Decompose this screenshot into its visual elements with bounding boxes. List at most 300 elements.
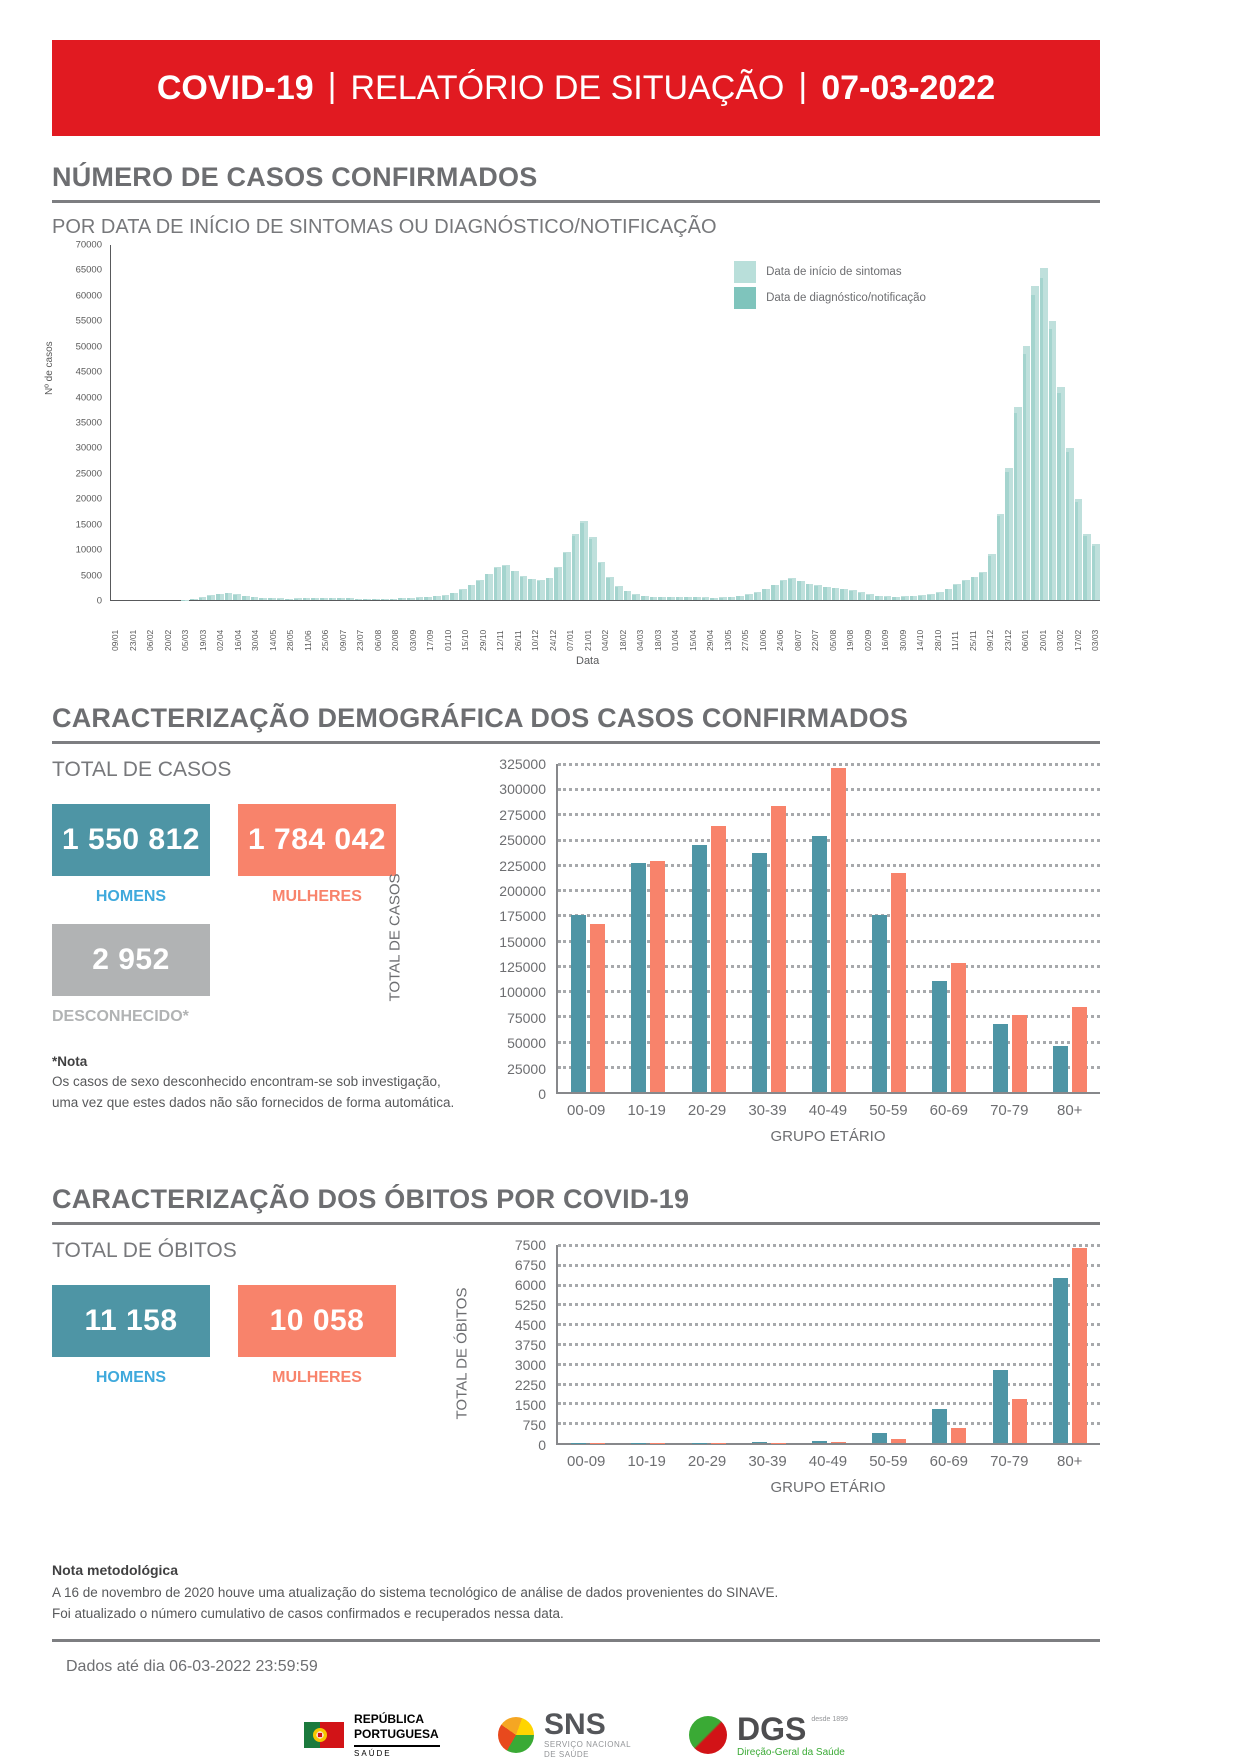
epi-x-tick-label: 24/12 xyxy=(548,605,558,651)
y-tick-label: 3750 xyxy=(515,1337,546,1353)
epi-bar-diagnostico xyxy=(988,556,992,600)
epi-y-tick-label: 20000 xyxy=(76,494,102,505)
epi-y-tick-label: 50000 xyxy=(76,341,102,352)
epi-bar-slot xyxy=(1057,245,1065,600)
y-tick-label: 275000 xyxy=(499,807,546,823)
epi-bar-slot xyxy=(936,245,944,600)
logo-sns xyxy=(498,1710,631,1761)
bar-mulheres xyxy=(590,924,605,1092)
epi-bar-diagnostico xyxy=(442,596,446,600)
epi-bar-diagnostico xyxy=(953,585,957,600)
epi-bar-diagnostico xyxy=(875,596,879,600)
epi-bar-slot xyxy=(988,245,996,600)
epi-bar-diagnostico xyxy=(927,595,931,600)
epi-bars xyxy=(111,245,1100,600)
epi-bar-diagnostico xyxy=(285,599,289,600)
epi-x-tick-label: 29/10 xyxy=(478,605,488,651)
epi-bar-slot xyxy=(363,245,371,600)
epi-bar-diagnostico xyxy=(589,539,593,600)
epi-bar-diagnostico xyxy=(1023,354,1027,600)
epi-bar-slot xyxy=(719,245,727,600)
epi-x-tick-label: 20/01 xyxy=(1038,605,1048,651)
epi-bar-diagnostico xyxy=(710,598,714,600)
y-tick-label: 6000 xyxy=(515,1277,546,1293)
bar-homens xyxy=(932,1409,947,1443)
epi-bar-diagnostico xyxy=(806,584,810,600)
epi-x-tick-label: 25/11 xyxy=(968,605,978,651)
bar-homens xyxy=(752,1442,767,1443)
y-tick-label: 2250 xyxy=(515,1377,546,1393)
epi-bar-slot xyxy=(277,245,285,600)
cases-desconhecido-value: 2 952 xyxy=(52,924,210,996)
epi-x-tick-label: 14/05 xyxy=(268,605,278,651)
epi-bar-slot xyxy=(624,245,632,600)
epi-bar-diagnostico xyxy=(372,599,376,600)
y-tick-label: 325000 xyxy=(499,756,546,772)
methodology-note-line2: Foi atualizado o número cumulativo de casos confirmados e recuperados nessa data. xyxy=(52,1606,564,1621)
epi-x-tick-label: 30/09 xyxy=(898,605,908,651)
epi-y-tick-label: 40000 xyxy=(76,392,102,403)
bar-group xyxy=(980,1245,1040,1443)
x-tick-label: 00-09 xyxy=(556,1102,616,1119)
y-tick-label: 75000 xyxy=(507,1010,546,1026)
epi-bar-slot xyxy=(381,245,389,600)
epi-x-tick-label: 14/10 xyxy=(915,605,925,651)
x-tick-label: 30-39 xyxy=(737,1102,797,1119)
epi-bar-diagnostico xyxy=(311,598,315,600)
epi-bar-slot xyxy=(650,245,658,600)
epi-bar-diagnostico xyxy=(849,591,853,600)
epi-bar-diagnostico xyxy=(624,591,628,600)
epi-y-tick-label: 30000 xyxy=(76,443,102,454)
group-chart-x-axis-title: GRUPO ETÁRIO xyxy=(556,1128,1100,1145)
bar-mulheres xyxy=(711,826,726,1092)
bar-homens xyxy=(872,915,887,1092)
epi-bar-slot xyxy=(528,245,536,600)
bar-group xyxy=(678,764,738,1092)
legend-swatch-sintomas xyxy=(734,261,756,283)
epi-bar-diagnostico xyxy=(346,598,350,600)
section-title-deaths: CARACTERIZAÇÃO DOS ÓBITOS POR COVID-19 xyxy=(52,1184,1100,1215)
methodology-note-title: Nota metodológica xyxy=(52,1562,178,1578)
epi-bar-diagnostico xyxy=(719,598,723,600)
epi-bar-diagnostico xyxy=(199,598,203,600)
epi-x-tick-label: 28/05 xyxy=(285,605,295,651)
epi-bar-slot xyxy=(953,245,961,600)
epi-bar-diagnostico xyxy=(962,581,966,600)
epi-bar-slot xyxy=(355,245,363,600)
epi-x-tick-label: 03/03 xyxy=(1090,605,1100,651)
dgs-icon xyxy=(689,1716,727,1754)
epi-bar-diagnostico xyxy=(329,598,333,600)
bar-homens xyxy=(812,1441,827,1443)
epi-x-tick-label: 26/11 xyxy=(513,605,523,651)
note-line1: Os casos de sexo desconhecido encontram-se sob investigação, xyxy=(52,1074,441,1089)
epi-y-tick-label: 60000 xyxy=(76,290,102,301)
epi-bar-diagnostico xyxy=(936,593,940,600)
epi-x-tick-label: 15/10 xyxy=(460,605,470,651)
epi-bar-diagnostico xyxy=(233,595,237,600)
section-rule xyxy=(52,741,1100,744)
epi-x-tick-label: 17/02 xyxy=(1073,605,1083,651)
epi-bar-slot xyxy=(294,245,302,600)
bar-group xyxy=(739,1245,799,1443)
epi-bar-diagnostico xyxy=(511,571,515,600)
cases-card-mulheres xyxy=(238,804,396,906)
epi-bar-diagnostico xyxy=(363,599,367,600)
epi-x-tick-label: 05/08 xyxy=(828,605,838,651)
y-tick-label: 175000 xyxy=(499,908,546,924)
epi-bar-diagnostico xyxy=(303,598,307,600)
epi-bar-slot xyxy=(563,245,571,600)
sns-acronym: SNS xyxy=(544,1710,631,1740)
bar-homens xyxy=(1053,1046,1068,1092)
epi-bar-diagnostico xyxy=(242,596,246,600)
epi-y-tick-label: 10000 xyxy=(76,545,102,556)
epi-y-tick-label: 55000 xyxy=(76,316,102,327)
epi-bar-diagnostico xyxy=(355,599,359,600)
epi-bar-diagnostico xyxy=(615,587,619,600)
epi-bar-diagnostico xyxy=(225,593,229,600)
bar-homens xyxy=(812,836,827,1092)
epi-x-tick-label: 04/03 xyxy=(635,605,645,651)
epi-bar-diagnostico xyxy=(667,597,671,600)
x-tick-label: 70-79 xyxy=(979,1453,1039,1470)
epi-curve-chart xyxy=(52,245,1100,677)
x-tick-label: 40-49 xyxy=(798,1453,858,1470)
epi-bar-slot xyxy=(112,245,120,600)
epi-x-tick-label: 03/02 xyxy=(1055,605,1065,651)
epi-x-tick-label: 06/08 xyxy=(373,605,383,651)
bar-mulheres xyxy=(891,1439,906,1443)
x-tick-label: 50-59 xyxy=(858,1453,918,1470)
cases-card-desconhecido xyxy=(52,924,210,1026)
y-tick-label: 3000 xyxy=(515,1357,546,1373)
epi-bar-diagnostico xyxy=(884,597,888,600)
epi-bar-diagnostico xyxy=(554,568,558,600)
y-tick-label: 1500 xyxy=(515,1397,546,1413)
republica-line2: PORTUGUESA xyxy=(354,1727,440,1742)
epi-bar-slot xyxy=(1083,245,1091,600)
epi-x-tick-label: 21/01 xyxy=(583,605,593,651)
bar-group xyxy=(799,1245,859,1443)
epi-bar-slot xyxy=(207,245,215,600)
epi-bar-slot xyxy=(520,245,528,600)
epi-bar-diagnostico xyxy=(528,579,532,600)
bar-group xyxy=(859,1245,919,1443)
epi-bar-diagnostico xyxy=(1057,393,1061,600)
epi-x-tick-label: 22/07 xyxy=(810,605,820,651)
epi-bar-slot xyxy=(641,245,649,600)
epi-bar-diagnostico xyxy=(702,598,706,600)
epi-bar-diagnostico xyxy=(814,586,818,600)
epi-x-tick-label: 17/09 xyxy=(425,605,435,651)
cases-homens-value: 1 550 812 xyxy=(52,804,210,876)
epi-bar-slot xyxy=(251,245,259,600)
epi-bar-slot xyxy=(259,245,267,600)
epi-bar-diagnostico xyxy=(398,598,402,600)
total-deaths-label: TOTAL DE ÓBITOS xyxy=(52,1239,482,1263)
epi-bar-diagnostico xyxy=(190,599,194,600)
bar-group xyxy=(618,1245,678,1443)
group-chart-x-axis-title: GRUPO ETÁRIO xyxy=(556,1479,1100,1496)
epi-y-axis-ticks xyxy=(52,245,108,601)
bar-homens xyxy=(872,1433,887,1443)
y-tick-label: 7500 xyxy=(515,1237,546,1253)
bar-mulheres xyxy=(771,806,786,1092)
republica-divider xyxy=(354,1745,440,1747)
epi-bar-slot xyxy=(1031,245,1039,600)
dgs-acronym: DGS xyxy=(737,1713,806,1745)
epi-bar-diagnostico xyxy=(537,581,541,600)
epi-bar-diagnostico xyxy=(416,598,420,600)
epi-bar-diagnostico xyxy=(580,523,584,600)
epi-x-tick-label: 27/05 xyxy=(740,605,750,651)
cases-mulheres-label: MULHERES xyxy=(238,888,396,906)
y-tick-label: 0 xyxy=(538,1437,546,1453)
cases-card-homens xyxy=(52,804,210,906)
republica-saude-label: SAÚDE xyxy=(354,1749,440,1758)
bar-mulheres xyxy=(1012,1015,1027,1092)
bar-homens xyxy=(1053,1278,1068,1443)
x-tick-label: 20-29 xyxy=(677,1453,737,1470)
bar-group xyxy=(859,764,919,1092)
epi-x-tick-label: 20/02 xyxy=(163,605,173,651)
bar-groups xyxy=(558,1245,1100,1443)
unknown-sex-note xyxy=(52,1052,482,1113)
bar-mulheres xyxy=(831,1442,846,1443)
epi-plot-area xyxy=(110,245,1100,601)
epi-legend xyxy=(734,261,926,313)
cases-mulheres-value: 1 784 042 xyxy=(238,804,396,876)
bar-homens xyxy=(692,845,707,1092)
epi-bar-slot xyxy=(164,245,172,600)
sns-small-line1: SERVIÇO NACIONAL xyxy=(544,1740,631,1750)
epi-bar-diagnostico xyxy=(259,598,263,600)
epi-bar-slot xyxy=(1005,245,1013,600)
epi-x-tick-label: 15/04 xyxy=(688,605,698,651)
footer-rule xyxy=(52,1639,1100,1642)
bar-mulheres xyxy=(951,963,966,1092)
cases-by-age-chart xyxy=(482,758,1100,1158)
epi-bar-slot xyxy=(320,245,328,600)
epi-x-tick-label: 19/08 xyxy=(845,605,855,651)
epi-bar-slot xyxy=(997,245,1005,600)
bar-mulheres xyxy=(951,1428,966,1443)
epi-bar-diagnostico xyxy=(424,597,428,600)
epi-bar-diagnostico xyxy=(468,585,472,600)
group-chart-x-ticks xyxy=(556,1453,1100,1470)
legend-swatch-diagnostico xyxy=(734,287,756,309)
epi-bar-slot xyxy=(155,245,163,600)
epi-bar-diagnostico xyxy=(485,574,489,600)
group-chart-plot-area xyxy=(556,1245,1100,1445)
epi-x-axis-ticks xyxy=(110,605,1100,651)
epi-bar-diagnostico xyxy=(918,596,922,600)
epi-bar-diagnostico xyxy=(858,593,862,600)
epi-bar-diagnostico xyxy=(450,593,454,600)
legend-label-sintomas: Data de início de sintomas xyxy=(766,266,902,278)
section-title-demographics: CARACTERIZAÇÃO DEMOGRÁFICA DOS CASOS CONFIRMADOS xyxy=(52,703,1100,734)
group-chart-y-ticks xyxy=(492,1245,556,1445)
epi-x-tick-label: 02/09 xyxy=(863,605,873,651)
y-tick-label: 0 xyxy=(538,1086,546,1102)
epi-y-tick-label: 65000 xyxy=(76,265,102,276)
cases-desconhecido-label: DESCONHECIDO* xyxy=(52,1008,210,1026)
report-banner xyxy=(52,40,1100,136)
x-tick-label: 00-09 xyxy=(556,1453,616,1470)
legend-label-diagnostico: Data de diagnóstico/notificação xyxy=(766,292,926,304)
epi-bar-diagnostico xyxy=(546,578,550,600)
y-tick-label: 150000 xyxy=(499,934,546,950)
epi-bar-slot xyxy=(693,245,701,600)
y-tick-label: 225000 xyxy=(499,858,546,874)
epi-y-tick-label: 0 xyxy=(97,596,102,607)
epi-y-tick-label: 25000 xyxy=(76,468,102,479)
epi-bar-slot xyxy=(337,245,345,600)
epi-bar-slot xyxy=(511,245,519,600)
y-tick-label: 300000 xyxy=(499,781,546,797)
deaths-homens-value: 11 158 xyxy=(52,1285,210,1357)
epi-bar-slot xyxy=(476,245,484,600)
epi-bar-slot xyxy=(129,245,137,600)
epi-y-tick-label: 5000 xyxy=(81,570,102,581)
bar-group xyxy=(558,1245,618,1443)
legend-item-diagnostico xyxy=(734,287,926,309)
epi-bar-diagnostico xyxy=(979,573,983,600)
bar-mulheres xyxy=(1072,1248,1087,1443)
epi-bar-diagnostico xyxy=(684,597,688,600)
epi-bar-diagnostico xyxy=(1092,546,1096,600)
epi-bar-slot xyxy=(684,245,692,600)
banner-report-date: 07-03-2022 xyxy=(821,69,995,108)
bar-group xyxy=(919,1245,979,1443)
y-tick-label: 200000 xyxy=(499,883,546,899)
epi-bar-diagnostico xyxy=(494,568,498,600)
epi-bar-slot xyxy=(1014,245,1022,600)
epi-bar-diagnostico xyxy=(1014,413,1018,600)
deaths-mulheres-value: 10 058 xyxy=(238,1285,396,1357)
bar-mulheres xyxy=(1012,1399,1027,1443)
epi-bar-diagnostico xyxy=(598,563,602,600)
epi-bar-slot xyxy=(459,245,467,600)
epi-x-tick-label: 25/06 xyxy=(320,605,330,651)
epi-bar-slot xyxy=(311,245,319,600)
epi-bar-slot xyxy=(537,245,545,600)
epi-x-tick-label: 24/06 xyxy=(775,605,785,651)
epi-x-tick-label: 05/03 xyxy=(180,605,190,651)
epi-bar-slot xyxy=(398,245,406,600)
bar-group xyxy=(558,764,618,1092)
epi-bar-diagnostico xyxy=(459,590,463,600)
epi-bar-slot xyxy=(416,245,424,600)
epi-bar-diagnostico xyxy=(650,597,654,600)
epi-x-tick-label: 08/07 xyxy=(793,605,803,651)
epi-x-tick-label: 19/03 xyxy=(198,605,208,651)
y-tick-label: 4500 xyxy=(515,1317,546,1333)
epi-bar-diagnostico xyxy=(207,596,211,600)
epi-x-tick-label: 09/01 xyxy=(110,605,120,651)
report-page xyxy=(52,40,1100,1761)
epi-bar-slot xyxy=(945,245,953,600)
epi-bar-slot xyxy=(372,245,380,600)
bar-mulheres xyxy=(650,861,665,1092)
epi-bar-diagnostico xyxy=(910,596,914,600)
epi-bar-diagnostico xyxy=(433,596,437,600)
epi-x-tick-label: 09/12 xyxy=(985,605,995,651)
epi-bar-slot xyxy=(485,245,493,600)
epi-x-axis-title: Data xyxy=(576,655,599,667)
x-tick-label: 60-69 xyxy=(919,1453,979,1470)
epi-bar-slot xyxy=(233,245,241,600)
epi-x-tick-label: 23/01 xyxy=(128,605,138,651)
epi-bar-slot xyxy=(598,245,606,600)
note-title: *Nota xyxy=(52,1054,87,1069)
x-tick-label: 10-19 xyxy=(616,1102,676,1119)
total-cases-label: TOTAL DE CASOS xyxy=(52,758,482,782)
bar-group xyxy=(1040,764,1100,1092)
epi-bar-slot xyxy=(225,245,233,600)
epi-bar-diagnostico xyxy=(641,596,645,600)
bar-groups xyxy=(558,764,1100,1092)
epi-y-tick-label: 70000 xyxy=(76,240,102,251)
epi-bar-diagnostico xyxy=(745,595,749,600)
bar-group xyxy=(1040,1245,1100,1443)
epi-bar-diagnostico xyxy=(693,597,697,600)
epi-bar-slot xyxy=(424,245,432,600)
epi-x-tick-label: 13/05 xyxy=(723,605,733,651)
epi-bar-slot xyxy=(1023,245,1031,600)
epi-bar-diagnostico xyxy=(832,588,836,600)
bar-group xyxy=(678,1245,738,1443)
epi-bar-diagnostico xyxy=(320,598,324,600)
epi-x-tick-label: 07/01 xyxy=(565,605,575,651)
epi-bar-slot xyxy=(173,245,181,600)
epi-bar-diagnostico xyxy=(754,593,758,600)
epi-bar-diagnostico xyxy=(1031,295,1035,600)
epi-bar-slot xyxy=(199,245,207,600)
epi-y-tick-label: 45000 xyxy=(76,367,102,378)
epi-x-tick-label: 18/03 xyxy=(653,605,663,651)
epi-x-tick-label: 23/07 xyxy=(355,605,365,651)
epi-bar-slot xyxy=(710,245,718,600)
epi-y-axis-title: Nº de casos xyxy=(44,341,55,395)
epi-y-tick-label: 35000 xyxy=(76,418,102,429)
y-tick-label: 100000 xyxy=(499,984,546,1000)
epi-x-tick-label: 01/04 xyxy=(670,605,680,651)
data-cutoff-note: Dados até dia 06-03-2022 23:59:59 xyxy=(52,1658,1100,1676)
epi-bar-slot xyxy=(702,245,710,600)
epi-bar-slot xyxy=(589,245,597,600)
epi-bar-slot xyxy=(502,245,510,600)
epi-bar-diagnostico xyxy=(1075,502,1079,600)
banner-app-title: COVID-19 xyxy=(157,69,314,108)
x-tick-label: 40-49 xyxy=(798,1102,858,1119)
epi-bar-diagnostico xyxy=(728,597,732,600)
epi-bar-diagnostico xyxy=(658,597,662,600)
epi-bar-slot xyxy=(303,245,311,600)
epi-x-tick-label: 16/09 xyxy=(880,605,890,651)
deaths-by-age-chart xyxy=(482,1239,1100,1529)
banner-separator: | xyxy=(798,67,807,106)
epi-bar-slot xyxy=(676,245,684,600)
epi-bar-diagnostico xyxy=(1005,472,1009,600)
epi-bar-slot xyxy=(147,245,155,600)
epi-y-tick-label: 15000 xyxy=(76,519,102,530)
epi-bar-diagnostico xyxy=(251,597,255,600)
epi-bar-slot xyxy=(606,245,614,600)
epi-bar-slot xyxy=(572,245,580,600)
